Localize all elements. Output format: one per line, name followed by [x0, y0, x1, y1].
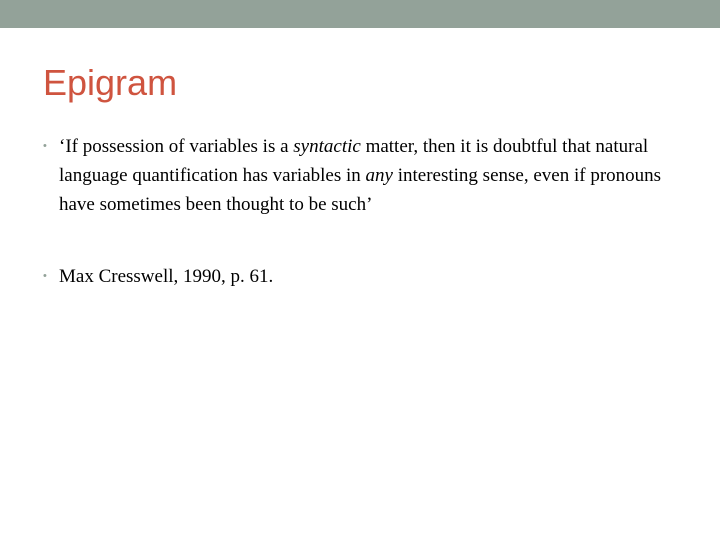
bullet-marker: •: [43, 270, 47, 282]
citation-bullet: [43, 262, 663, 291]
quote-bullet: [43, 132, 663, 219]
quote-text-part: ‘If possession of variables is a: [59, 136, 294, 157]
quote-italic-syntactic: syntactic: [293, 136, 361, 157]
slide-title: Epigram: [43, 62, 178, 103]
citation-text: Max Cresswell, 1990, p. 61.: [59, 266, 274, 287]
quote-italic-any: any: [365, 165, 393, 186]
bullet-marker: •: [43, 140, 47, 152]
top-accent-band: [0, 0, 720, 28]
quote-text-part: matter, then it is doubtful that natural language quantification has variables in: [59, 136, 649, 186]
bullet-list: [43, 132, 663, 291]
quote-text-part: interesting sense, even if pronouns have sometimes been thought to be such’: [59, 165, 662, 215]
